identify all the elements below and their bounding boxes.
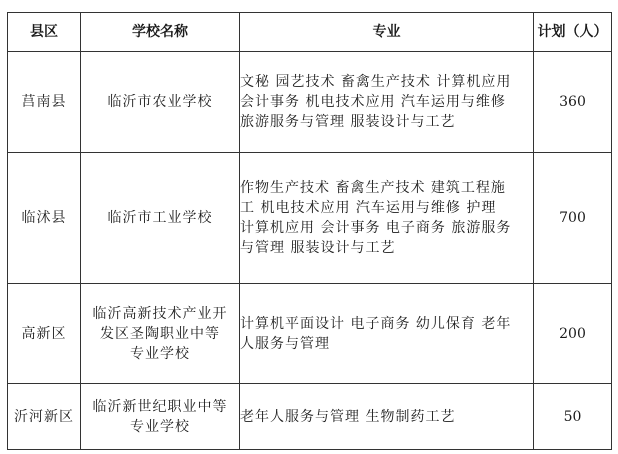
majors-line: 人服务与管理 <box>240 335 330 352</box>
majors-cell <box>240 284 534 384</box>
majors-line: 与管理 服装设计与工艺 <box>240 240 396 256</box>
enrollment-plan-table <box>7 12 612 450</box>
header-county: 县区 <box>8 13 81 52</box>
table-row <box>8 52 612 153</box>
school-name-line: 专业学校 <box>130 418 190 435</box>
majors-line: 计算机平面设计 电子商务 幼儿保育 老年 <box>240 315 512 332</box>
table-row <box>8 384 612 450</box>
header-plan: 计划（人） <box>534 13 612 52</box>
school-name-line: 临沂高新技术产业开 <box>92 305 228 322</box>
school-name-cell <box>81 284 240 384</box>
majors-line: 旅游服务与管理 服装设计与工艺 <box>240 114 456 130</box>
plan-count-cell: 200 <box>534 284 612 384</box>
table-row <box>8 153 612 284</box>
table-body <box>8 52 612 450</box>
majors-line: 文秘 园艺技术 畜禽生产技术 计算机应用 <box>240 74 512 90</box>
county-cell: 莒南县 <box>8 52 81 153</box>
plan-count-cell: 50 <box>534 384 612 450</box>
majors-cell <box>240 384 534 450</box>
county-cell: 沂河新区 <box>8 384 81 450</box>
school-name-cell <box>81 384 240 450</box>
school-name-cell <box>81 153 240 284</box>
plan-count-cell: 360 <box>534 52 612 153</box>
header-row <box>8 13 612 52</box>
majors-line: 工 机电技术应用 汽车运用与维修 护理 <box>240 200 497 216</box>
plan-count-cell: 700 <box>534 153 612 284</box>
county-cell: 临沭县 <box>8 153 81 284</box>
majors-line: 计算机应用 会计事务 电子商务 旅游服务 <box>240 220 512 236</box>
majors-line: 会计事务 机电技术应用 汽车运用与维修 <box>240 94 506 110</box>
school-name-line: 发区圣陶职业中等 <box>100 325 220 342</box>
header-school: 学校名称 <box>81 13 240 52</box>
school-name-line: 临沂市工业学校 <box>107 210 213 226</box>
county-cell: 高新区 <box>8 284 81 384</box>
school-name-line: 临沂新世纪职业中等 <box>92 398 228 415</box>
majors-cell <box>240 52 534 153</box>
table-row <box>8 284 612 384</box>
school-name-line: 临沂市农业学校 <box>107 94 213 110</box>
school-name-line: 专业学校 <box>130 345 190 362</box>
school-name-cell <box>81 52 240 153</box>
majors-cell <box>240 153 534 284</box>
majors-line: 老年人服务与管理 生物制药工艺 <box>240 408 456 425</box>
header-major: 专业 <box>240 13 534 52</box>
majors-line: 作物生产技术 畜禽生产技术 建筑工程施 <box>240 180 506 196</box>
